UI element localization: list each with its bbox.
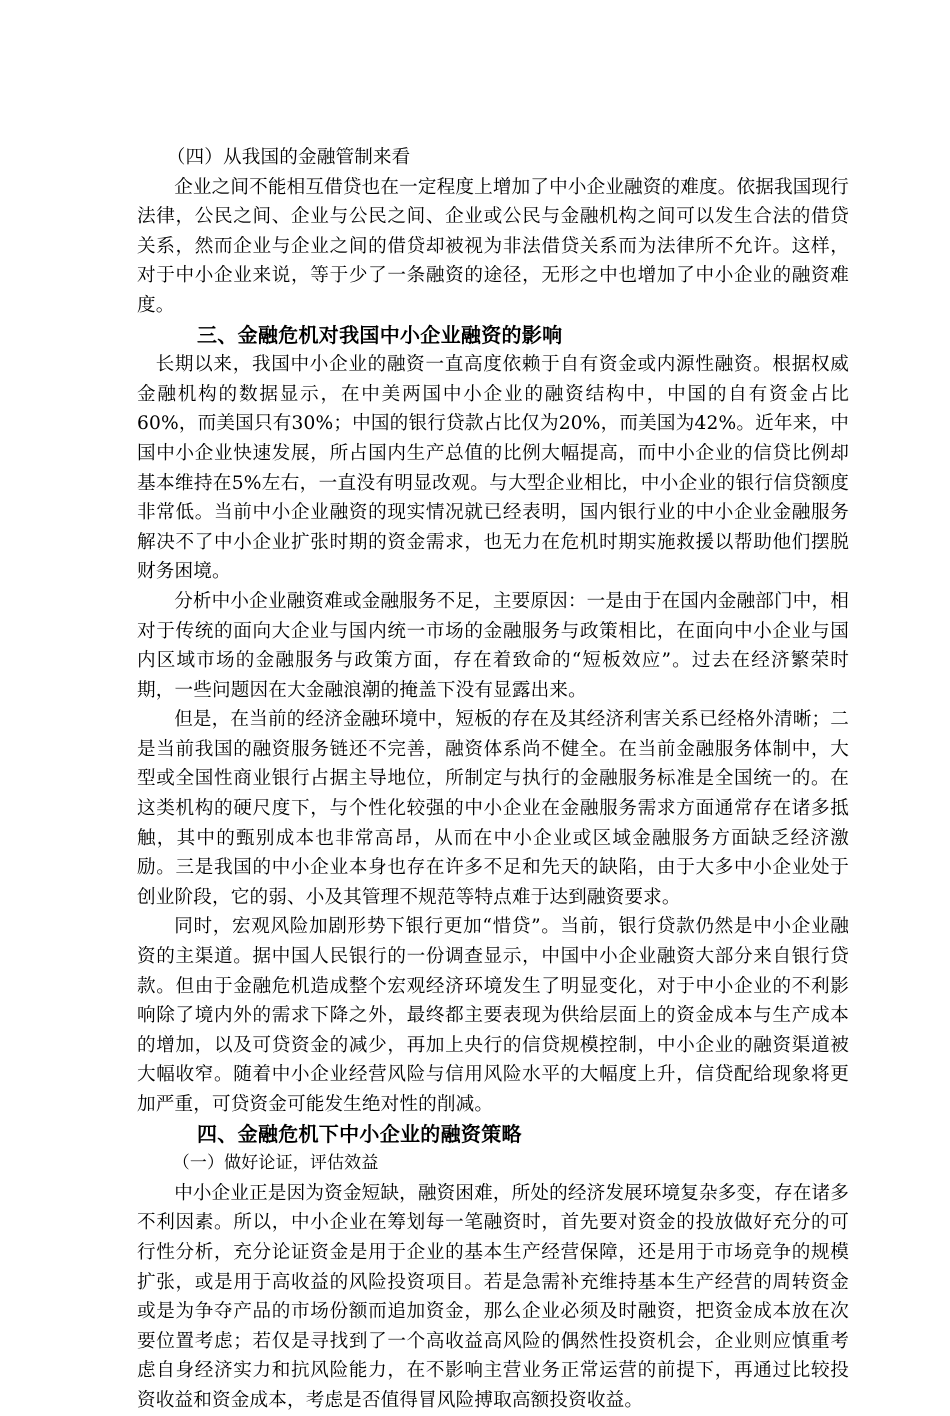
- paragraph-lending-regulation: 企业之间不能相互借贷也在一定程度上增加了中小企业融资的难度。依据我国现行法律，公民之间、企业与公民之间、企业或公民与金融机构之间可以发生合法的借贷关系，然而企业与企业之间的借贷却被视为非法借贷关系而为法律所不允许。这样，对于中小企业来说，等于少了一条融资的途径，无形之中也增加了中小企业的融资难度。: [137, 176, 849, 316]
- section-heading-3: 三、金融危机对我国中小企业融资的影响: [197, 322, 563, 347]
- document-page: [137, 143, 849, 1416]
- paragraph-feasibility-analysis: 中小企业正是因为资金短缺，融资困难，所处的经济发展环境复杂多变，存在诸多不利因素。所以，中小企业在筹划每一笔融资时，首先要对资金的投放做好充分的可行性分析，充分论证资金是用于企业的基本生产经营保障，还是用于市场竞争的规模扩张，或是用于高收益的风险投资项目。若是急需补充维持基本生产经营的周转资金或是为争夺产品的市场份额而追加资金，那么企业必须及时融资，把资金成本放在次要位置考虑；若仅是寻找到了一个高收益高风险的偶然性投资机会，企业则应慎重考虑自身经济实力和抗风险能力，在不影响主营业务正常运营的前提下，再通过比较投资收益和资金成本，考虑是否值得冒风险搏取高额投资收益。: [137, 1182, 849, 1411]
- paragraph-financing-structure: 长期以来，我国中小企业的融资一直高度依赖于自有资金或内源性融资。根据权威金融机构的数据显示，在中美两国中小企业的融资结构中，中国的自有资金占比60%，而美国只有30%；中国的银行贷款占比仅为20%，而美国为42%。近年来，中国中小企业快速发展，所占国内生产总值的比例大幅提高，而中小企业的信贷比例却基本维持在5%左右，一直没有明显改观。与大型企业相比，中小企业的银行信贷额度非常低。当前中小企业融资的现实情况就已经表明，国内银行业的中小企业金融服务解决不了中小企业扩张时期的资金需求，也无力在危机时期实施救援以帮助他们摆脱财务困境。: [137, 354, 849, 583]
- paragraph-credit-rationing: 同时，宏观风险加剧形势下银行更加“惜贷”。当前，银行贷款仍然是中小企业融资的主渠道。据中国人民银行的一份调查显示，中国中小企业融资大部分来自银行贷款。但由于金融危机造成整个宏观经济环境发生了明显变化，对于中小企业的不利影响除了境内外的需求下降之外，最终都主要表现为供给层面上的资金成本与生产成本的增加，以及可贷资金的减少，再加上央行的信贷规模控制，中小企业的融资渠道被大幅收窄。随着中小企业经营风险与信用风险水平的大幅度上升，信贷配给现象将更加严重，可贷资金可能发生绝对性的削减。: [137, 916, 849, 1115]
- section-heading-4: 四、金融危机下中小企业的融资策略: [197, 1121, 522, 1146]
- subsection-heading-4: （四）从我国的金融管制来看: [166, 147, 411, 168]
- paragraph-short-board-effect: 分析中小企业融资难或金融服务不足，主要原因：一是由于在国内金融部门中，相对于传统的面向大企业与国内统一市场的金融服务与政策相比，在面向中小企业与国内区域市场的金融服务与政策方面，存在着致命的“短板效应”。过去在经济繁荣时期，一些问题因在大金融浪潮的掩盖下没有显露出来。: [137, 590, 849, 701]
- paragraph-service-chain: 但是，在当前的经济金融环境中，短板的存在及其经济利害关系已经格外清晰；二是当前我国的融资服务链还不完善，融资体系尚不健全。在当前金融服务体制中，大型或全国性商业银行占据主导地位，所制定与执行的金融服务标准是全国统一的。在这类机构的硬尺度下，与个性化较强的中小企业在金融服务需求方面通常存在诸多抵触，其中的甄别成本也非常高昂，从而在中小企业或区域金融服务方面缺乏经济激励。三是我国的中小企业本身也存在许多不足和先天的缺陷，由于大多中小企业处于创业阶段，它的弱、小及其管理不规范等特点难于达到融资要求。: [137, 709, 849, 908]
- subsection-heading-4-1: （一）做好论证，评估效益: [172, 1153, 379, 1174]
